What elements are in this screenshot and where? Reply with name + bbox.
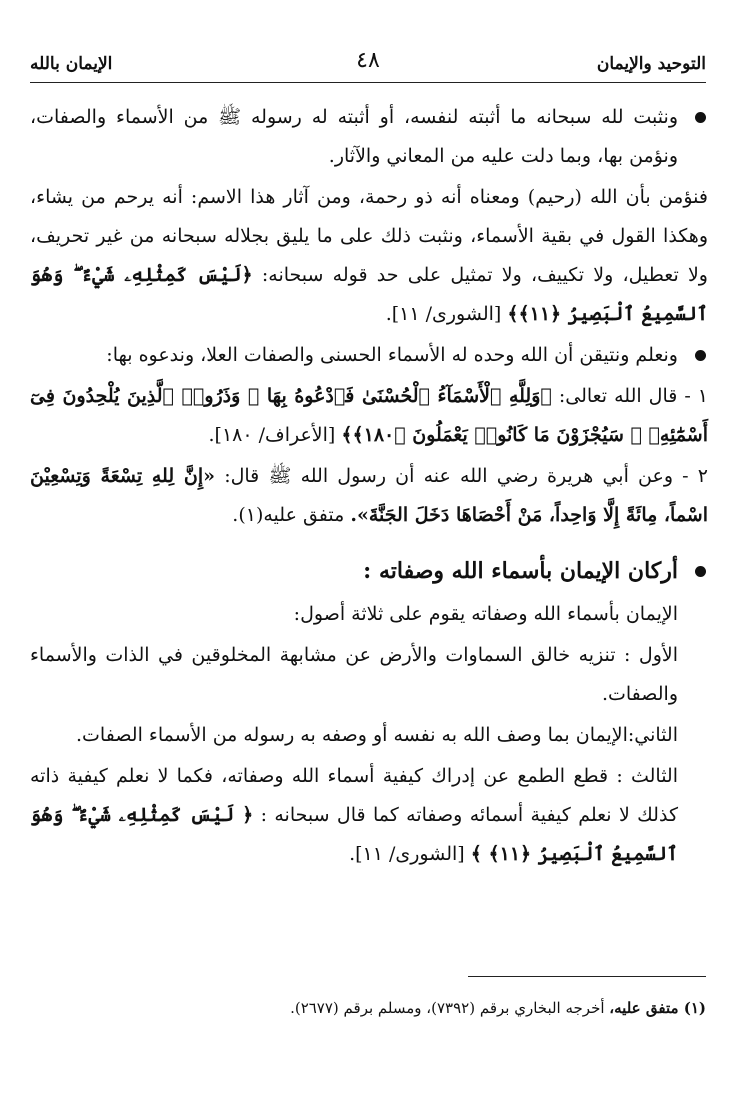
heading-text: أركان الإيمان بأسماء الله وصفاته :: [363, 558, 678, 584]
paragraph-text: الأول : تنزيه خالق السماوات والأرض عن مشابهة المخلوقين في الذات والأسماء والصفات.: [30, 644, 678, 705]
item-lead: ١ - قال الله تعالى:: [558, 385, 708, 407]
principle-third: [30, 757, 708, 874]
list-item-hadith: [30, 457, 708, 535]
list-item-quran: [30, 377, 708, 455]
paragraph-text: الثالث : قطع الطمع عن إدراك كيفية أسماء الله وصفاته، فكما لا نعلم كيفية ذاته كذلك لا نعلم كيفية أسمائه وصفاته كما قال سبحانه :: [30, 765, 678, 826]
hadith-source: متفق عليه(١).: [232, 504, 345, 526]
footnote-rule: [468, 976, 706, 977]
paragraph-intro: [30, 595, 708, 634]
running-title-left: الإيمان بالله: [30, 54, 113, 74]
section-heading: [30, 549, 708, 593]
quran-verse: ﴿وَلِلَّهِ ٱلْأَسْمَآءُ ٱلْحُسْنَىٰ فَٱدْعُوهُ بِهَا ۖ وَذَرُوا۟ ٱلَّذِينَ يُلْحِدُونَ فِىٓ أَسْمَٰٓئِهِۦ ۚ سَيُجْزَوْنَ مَا كَانُوا۟ يَعْمَلُونَ ﴿١٨٠﴾﴾: [30, 385, 708, 446]
bullet-icon: [695, 112, 706, 123]
paragraph-text: الثاني:الإيمان بما وصف الله به نفسه أو وصفه به رسوله من الأسماء الصفات.: [76, 724, 678, 746]
page-number: ٤٨: [356, 48, 380, 73]
quran-verse: ﴿لَيْسَ كَمِثْلِهِۦ شَيْءٌ ۖ وَهُوَ ٱلسَّمِيعُ ٱلْبَصِيرُ ﴿١١﴾﴾: [30, 264, 708, 325]
verse-reference: [الشورى/ ١١].: [385, 303, 502, 325]
quran-verse: ﴿ لَيْسَ كَمِثْلِهِۦ شَيْءٌ ۖ وَهُوَ ٱلسَّمِيعُ ٱلْبَصِيرُ ﴿١١﴾ ﴾: [30, 804, 678, 865]
paragraph-beautiful-names: [30, 336, 708, 375]
paragraph-rahim: [30, 178, 708, 334]
verse-reference: [الشورى/ ١١].: [349, 843, 465, 865]
paragraph-text: فنؤمن بأن الله (رحيم) ومعناه أنه ذو رحمة، ومن آثار هذا الاسم: أنه يرحم من يشاء، وهكذا القول في بقية الأسماء، ونثبت ذلك على ما يليق بجلاله سبحانه من غير تحريف، ولا تعطيل، ولا تكييف، ولا تمثيل على حد قوله سبحانه:: [30, 186, 708, 286]
hadith-text: «إِنَّ لِلهِ تِسْعَةً وَتِسْعِيْنَ اسْماً، مِائَةً إِلَّا وَاحِداً، مَنْ أَحْصَاهَا دَخَلَ الجَنَّةَ».: [30, 465, 708, 526]
running-title-right: التوحيد والإيمان: [596, 54, 706, 74]
paragraph-text: الإيمان بأسماء الله وصفاته يقوم على ثلاثة أصول:: [293, 603, 678, 625]
bullet-icon: [695, 350, 706, 361]
verse-reference: [الأعراف/ ١٨٠].: [208, 424, 336, 446]
paragraph-affirm-names: [30, 98, 708, 176]
item-lead: ٢ - وعن أبي هريرة رضي الله عنه أن رسول الله ﷺ قال:: [224, 465, 708, 487]
paragraph-text: ونعلم ونتيقن أن الله وحده له الأسماء الحسنى والصفات العلا، وندعوه بها:: [106, 344, 678, 366]
footnote-label: (١) متفق عليه،: [609, 999, 706, 1017]
footnote: [30, 996, 706, 1020]
page-body: [30, 98, 708, 876]
bullet-icon: [695, 566, 706, 577]
principle-second: [30, 716, 708, 755]
page-header: [30, 48, 706, 82]
footnote-text: أخرجه البخاري برقم (٧٣٩٢)، ومسلم برقم (٢٦٧٧).: [290, 999, 605, 1017]
principle-first: [30, 636, 708, 714]
paragraph-text: ونثبت لله سبحانه ما أثبته لنفسه، أو أثبته له رسوله ﷺ من الأسماء والصفات، ونؤمن بها، وبما دلت عليه من المعاني والآثار.: [30, 106, 678, 167]
header-rule: [30, 82, 706, 83]
